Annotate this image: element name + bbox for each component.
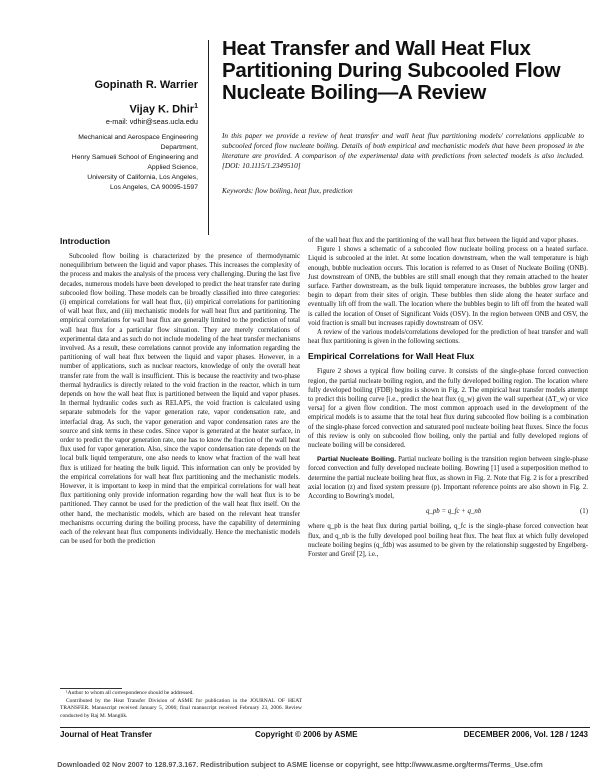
copyright: Copyright © 2006 by ASME <box>255 730 358 739</box>
author-name-1: Gopinath R. Warrier <box>94 79 198 91</box>
keywords: Keywords: flow boiling, heat flux, prediction <box>222 186 353 195</box>
paragraph: Subcooled flow boiling is characterized by the presence of thermodynamic nonequilibrium between the liquid and vapor phases. This increases the complexity of the process and makes the analysis of the process very challenging. During the last five decades, numerous models have been developed to predict the heat transfer rate during subcooled flow boiling. These models can be broadly classified into three categories: (i) empirical correlations for wall heat flux, (ii) empirical correlations for partitioning of wall heat flux, and (iii) mechanistic models for wall heat flux and partitioning. The empirical correlations for wall heat flux are generally limited to the prediction of total wall heat flux for a particular flow situation. They are merely correlations of experimental data and as such do not include modeling of the heat transfer mechanisms involved. As a result, these correlations cannot provide any information regarding the partitioning of wall heat flux between the liquid and vapor phases. However, in a number of applications, such as nuclear reactors, knowledge of only the overall heat transfer rate from the wall is insufficient. This is because the reactivity and two-phase thermal hydraulics is directly related to the void fraction in the reactor, which in turn depends on how the wall heat flux is partitioned between the liquid and vapor phases. In thermal hydraulic codes such as RELAP5, the void fraction is calculated using separate submodels for the vapor generation rate, vapor condensation rate, and interfacial drag. As such, the vapor generation and vapor condensation rates are the source and sink terms in these codes. Since vapor is generated at the heater surface, in order to predict the vapor generation rate, one has to know the fraction of the wall heat flux used for vapor generation. Also, since the vapor condensation rate depends on the local bulk liquid temperature, one also needs to know what fraction of the wall heat flux is utilized for heating the bulk liquid. This information can only be provided by the empirical correlations for wall heat flux partitioning and the mechanistic models. However, it is important to keep in mind that the empirical correlations for wall heat flux partitioning only provide information regarding how the wall heat flux is to be partitioned. They cannot be used for the prediction of the wall heat flux itself. On the other hand, the mechanistic models, which are based on the relevant heat transfer mechanisms occurring during the boiling process, have the capability of determining each of the relevant heat flux components individually. Hence the mechanistic models can be used for both the prediction <box>60 253 300 546</box>
affiliation-line: Mechanical and Aerospace Engineering <box>78 133 198 141</box>
subsection-heading-partial-boiling: Partial Nucleate Boiling. <box>317 456 397 464</box>
equation-text: q_pb = q_fc + q_nb <box>426 508 482 516</box>
author-email: e-mail: vdhir@seas.ucla.edu <box>105 116 198 126</box>
author-footnote-mark: 1 <box>194 103 198 110</box>
section-heading-empirical: Empirical Correlations for Wall Heat Flux <box>308 351 475 362</box>
author-name-2-text: Vijay K. Dhir <box>129 103 195 116</box>
paragraph: Figure 1 shows a schematic of a subcooled flow nucleate boiling process on a heated surface. Liquid is subcooled at the inlet. At some location downstream, when the wall temperature is high enough, bubble nucleation occurs. This location is referred to as Onset of Nucleate Boiling (ONB). Just downstream of ONB, the bubbles are still small enough that they remain attached to the heater surface. Farther downstream, as the bulk liquid temperature increases, the bubbles grow larger and begin to depart from their sites of origin. These bubbles then slide along the heater surface and eventually lift off from the wall. The location where the bubbles begin to lift off from the heated wall is called the location of Onset of Significant Voids (OSV). In the region between ONB and OSV, the void fraction is small but increases rapidly downstream of OSV. <box>308 246 588 327</box>
download-notice: Downloaded 02 Nov 2007 to 128.97.3.167. Redistribution subject to ASME license or copyright, see http://www.asme.org/terms/Terms_Use.cfm <box>57 760 543 769</box>
journal-name: Journal of Heat Transfer <box>60 730 153 739</box>
affiliation <box>40 133 198 193</box>
paragraph-text: Partial nucleate boiling is the transition region between single-phase forced convection and fully developed nucleate boiling. Bowring [1] used a superposition method to determine the partial nucleate boiling heat flux, as shown in Fig. 2. Note that Fig. 2 is for a prescribed axial location (z) and fixed system pressure (p). Important reference points are also shown in Fig. 2. According to Bowring's model, <box>308 456 588 501</box>
affiliation-line: Applied Science, <box>147 163 198 171</box>
footnote-line: Contributed by the Heat Transfer Division of ASME for publication in the JOURNAL OF HEAT TRANSFER. Manuscript received January 5, 2006; final manuscript received February 23, 2006. Review conducted by Raj M. Manglik. <box>60 697 302 719</box>
author-block <box>40 78 198 193</box>
section-heading-introduction: Introduction <box>60 236 111 246</box>
paragraph: of the wall heat flux and the partitioning of the wall heat flux between the liquid and vapor phases. <box>308 237 579 244</box>
equation-number: (1) <box>580 508 588 516</box>
affiliation-line: Los Angeles, CA 90095-1597 <box>109 183 198 191</box>
affiliation-line: Henry Samueli School of Engineering and <box>71 153 198 161</box>
issue-info: DECEMBER 2006, Vol. 128 / 1243 <box>463 730 588 739</box>
paragraph: where q_pb is the heat flux during partial boiling, q_fc is the single-phase forced convection heat flux, and q_nb is the fully developed pool boiling heat flux. The heat flux at which fully developed nucleate boiling begins (q_fdb) was assumed to be given by the relationship suggested by Engelberg-Forster and Greif [2], i.e., <box>308 523 588 559</box>
abstract: In this paper we provide a review of heat transfer and wall heat flux partitioning models/ correlations applicable to subcooled forced flow nucleate boiling. Details of both empirical and mechanistic models that have been proposed in the literature are provided. A comparison of the experimental data with predictions from selected models is also included. [DOI: 10.1115/1.2349510] <box>222 131 584 170</box>
header-divider <box>208 40 209 235</box>
paragraph: Figure 2 shows a typical flow boiling curve. It consists of the single-phase forced convection region, the partial nucleate boiling region, and the fully developed boiling region. The location where fully developed boiling (FDB) begins is shown in Fig. 2. The empirical heat transfer models attempt to predict this boiling curve [i.e., predict the heat flux (q_w) given the wall superheat (ΔT_w) or vice versa] for a given flow condition. The most common approach used in the development of the empirical models is to assume that the total heat flux during subcooled flow boiling is a combination of the single-phase forced convection and saturated pool nucleate boiling heat fluxes. Since the focus of this review is only on subcooled flow boiling, only the partial and fully developed regions of nucleate boiling will be considered. <box>308 368 588 450</box>
affiliation-line: Department, <box>160 143 198 151</box>
left-column <box>60 236 300 547</box>
footnote-rule <box>60 688 122 689</box>
paper-title: Heat Transfer and Wall Heat Flux Partitioning During Subcooled Flow Nucleate Boiling—A Review <box>222 37 561 104</box>
affiliation-line: University of California, Los Angeles, <box>87 173 198 181</box>
paragraph: A review of the various models/correlations developed for the prediction of heat transfer and wall heat flux partitioning is given in the following sections. <box>308 329 588 346</box>
paragraph <box>308 455 588 501</box>
author-name-2 <box>40 100 198 117</box>
footnote-line: ¹Author to whom all correspondence should be addressed. <box>66 690 194 696</box>
equation-1 <box>308 507 588 516</box>
footer-rule <box>60 727 590 728</box>
footnote <box>60 690 302 720</box>
right-column <box>308 236 588 559</box>
